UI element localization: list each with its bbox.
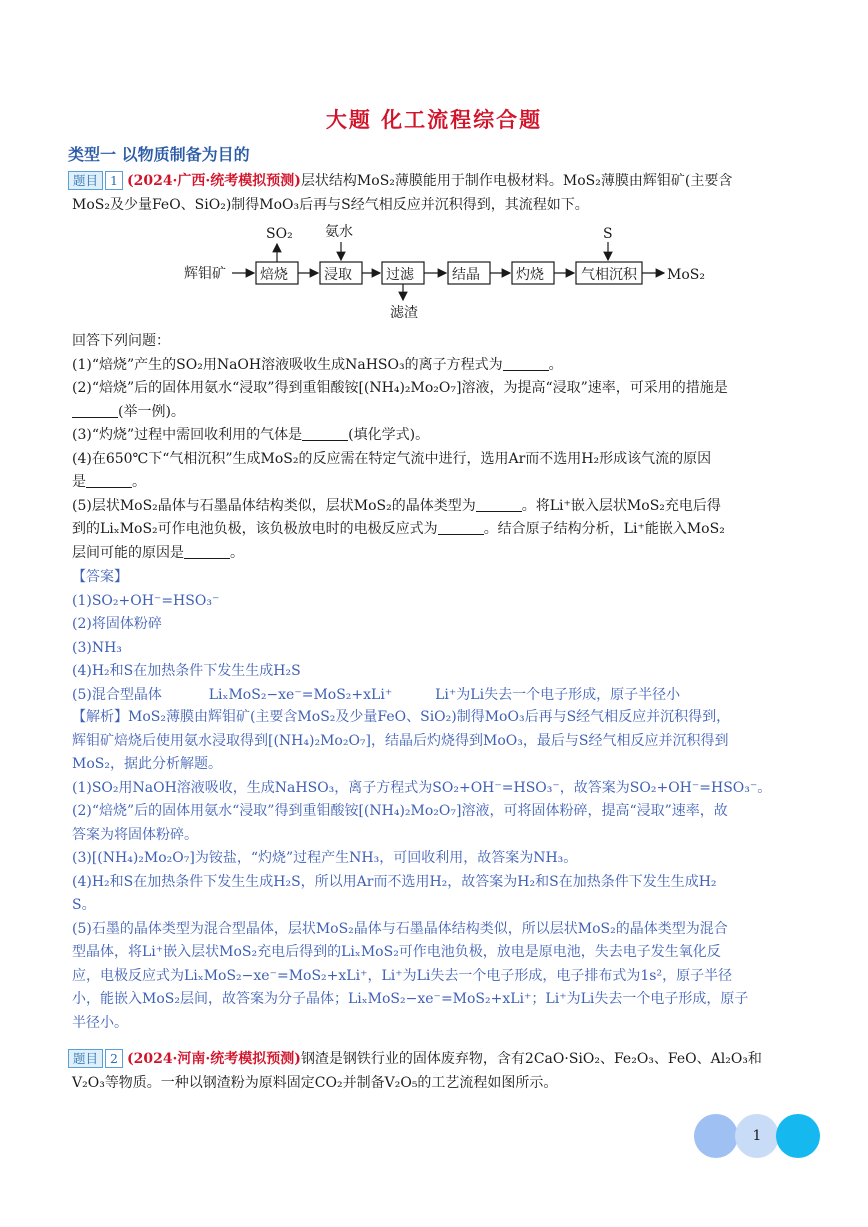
analysis-line: (1)SO₂用NaOH溶液吸收，生成NaHSO₃，离子方程式为SO₂+OH⁻=HSO₃⁻，故答案为SO₂+OH⁻=HSO₃⁻。 (72, 779, 772, 796)
part-5-text-c: 到的LiₓMoS₂可作电池负极，该负极放电时的电极反应式为 (72, 521, 438, 537)
page-number: 1 (752, 1128, 762, 1144)
flow-ammonia-label: 氨水 (325, 224, 353, 240)
question-2-intro (72, 1048, 798, 1095)
page-title: 大题 化工流程综合题 (325, 107, 543, 132)
answer-3: (3)NH₃ (72, 639, 122, 656)
process-flow-diagram (180, 222, 720, 322)
part-5-line-3 (72, 542, 798, 566)
page-number-badge (694, 1114, 820, 1158)
flow-residue-label: 滤渣 (390, 305, 418, 321)
flow-start-label: 辉钼矿 (184, 266, 226, 282)
part-3-text: (3)“灼烧”过程中需回收利用的气体是 (72, 427, 303, 443)
analysis-line: S。 (72, 897, 96, 913)
flow-step-vapor-deposition: 气相沉积 (581, 267, 637, 283)
part-4-mid: 是 (72, 474, 86, 490)
part-5-text-e: 层间可能的原因是 (72, 544, 184, 561)
analysis-line: MoS₂薄膜由辉钼矿(主要含MoS₂及少量FeO、SiO₂)制得MoO₃后再与S经气相反应并沉积得到， (128, 709, 731, 725)
flow-step-filter: 过滤 (386, 267, 414, 283)
question-intro-line-2: V₂O₃等物质。一种以钢渣粉为原料固定CO₂并制备V₂O₅的工艺流程如图所示。 (72, 1074, 558, 1091)
question-tag: 题目 (68, 1049, 103, 1068)
analysis-label: 【解析】 (72, 709, 128, 725)
analysis-line: MoS₂，据此分析解题。 (72, 756, 222, 772)
answer-5 (72, 684, 798, 708)
part-5-text-b: 。将Li⁺嵌入层状MoS₂充电后得 (521, 497, 721, 514)
part-1-end: 。 (548, 356, 563, 373)
analysis-line: (5)石墨的晶体类型为混合型晶体，层状MoS₂晶体与石墨晶体结构类似，所以层状MoS₂的晶体类型为混合 (72, 920, 728, 937)
flow-so2-label: SO₂ (266, 226, 293, 242)
flow-product-label: MoS₂ (667, 267, 705, 283)
analysis-line: 应，电极反应式为LiₓMoS₂−xe⁻=MoS₂+xLi⁺，Li⁺为Li失去一个电子形成，电子排布式为1s²，原子半径 (72, 967, 733, 984)
part-5-end: 。 (230, 544, 244, 561)
answer-blank (476, 497, 522, 512)
question-intro-line-2: MoS₂及少量FeO、SiO₂)制得MoO₃后再与S经气相反应并沉积得到，其流程如下。 (72, 196, 589, 213)
answer-blank (86, 473, 132, 488)
answer-blank (438, 520, 484, 535)
part-4-cont (72, 471, 798, 495)
part-3-end: (填化学式)。 (348, 427, 430, 443)
flow-step-calcine: 灼烧 (516, 267, 544, 283)
question-intro-line-1: 层状结构MoS₂薄膜能用于制作电极材料。MoS₂薄膜由辉钼矿(主要含 (300, 173, 733, 189)
analysis-section (72, 706, 798, 1035)
part-5-line-1 (72, 495, 798, 519)
analysis-line: (2)“焙烧”后的固体用氨水“浸取”得到重钼酸铵[(NH₄)₂Mo₂O₇]溶液，可将固体粉碎，提高“浸取”速率，故 (72, 803, 728, 819)
flow-step-roast: 焙烧 (260, 267, 288, 283)
analysis-line: 答案为将固体粉碎。 (72, 826, 198, 843)
part-2-end: (举一例)。 (118, 403, 185, 420)
analysis-line: 型晶体，将Li⁺嵌入层状MoS₂充电后得到的LiₓMoS₂可作电池负极，放电是原电池，失去电子发生氧化反 (72, 944, 721, 960)
answer-5-part-2: LiₓMoS₂−xe⁻=MoS₂+xLi⁺ (208, 686, 393, 703)
question-number: 2 (105, 1049, 123, 1068)
analysis-line: 辉钼矿焙烧后使用氨水浸取得到[(NH₄)₂Mo₂O₇]，结晶后灼烧得到MoO₃，最后与S经气相反应并沉积得到 (72, 732, 729, 749)
answer-5-part-1: (5)混合型晶体 (72, 686, 162, 703)
part-3 (72, 424, 798, 448)
flow-step-leach: 浸取 (324, 267, 352, 283)
part-1 (72, 354, 798, 378)
answer-2: (2)将固体粉碎 (72, 616, 162, 632)
analysis-line: (4)H₂和S在加热条件下发生生成H₂S，所以用Ar而不选用H₂，故答案为H₂和S在加热条件下发生生成H₂ (72, 873, 717, 890)
answer-5-part-3: Li⁺为Li失去一个电子形成，原子半径小 (435, 686, 681, 703)
question-1-parts (72, 330, 798, 565)
question-tag: 题目 (68, 171, 103, 190)
question-source: (2024·河南·统考模拟预测) (126, 1051, 301, 1067)
type-heading: 类型一 以物质制备为目的 (68, 145, 250, 164)
answer-blank (302, 426, 348, 441)
flow-sulfur-label: S (603, 226, 613, 242)
part-5-text-d: 。结合原子结构分析，Li⁺能嵌入MoS₂ (483, 521, 725, 537)
analysis-line: (3)[(NH₄)₂Mo₂O₇]为铵盐，“灼烧”过程产生NH₃，可回收利用，故答案为NH₃。 (72, 850, 578, 866)
part-5-line-2 (72, 518, 798, 542)
flow-step-crystallize: 结晶 (452, 267, 480, 283)
page-circle-left (694, 1114, 738, 1158)
part-2-cont (72, 401, 798, 425)
answer-blank (72, 403, 118, 418)
analysis-line: 小，能嵌入MoS₂层间，故答案为分子晶体；LiₓMoS₂−xe⁻=MoS₂+xLi⁺；Li⁺为Li失去一个电子形成，原子 (72, 991, 749, 1007)
question-1-intro (72, 170, 798, 217)
part-1-text: (1)“焙烧”产生的SO₂用NaOH溶液吸收生成NaHSO₃的离子方程式为 (72, 356, 503, 373)
part-4-end: 。 (132, 474, 146, 490)
answer-blank (503, 356, 549, 371)
answer-4: (4)H₂和S在加热条件下发生生成H₂S (72, 663, 301, 679)
part-4-text: (4)在650℃下“气相沉积”生成MoS₂的反应需在特定气流中进行，选用Ar而不选用H₂形成该气流的原因 (72, 450, 712, 467)
question-intro-line-1: 钢渣是钢铁行业的固体废弃物，含有2CaO·SiO₂、Fe₂O₃、FeO、Al₂O₃和 (300, 1051, 762, 1067)
part-2-text: (2)“焙烧”后的固体用氨水“浸取”得到重钼酸铵[(NH₄)₂Mo₂O₇]溶液，为提高“浸取”速率，可采用的措施是 (72, 380, 728, 396)
analysis-line: 半径小。 (72, 1014, 128, 1031)
answer-1: (1)SO₂+OH⁻=HSO₃⁻ (72, 592, 220, 609)
page-circle-right (776, 1114, 820, 1158)
question-source: (2024·广西·统考模拟预测) (126, 173, 301, 189)
question-prompt: 回答下列问题： (72, 333, 170, 349)
answer-section (72, 566, 798, 707)
question-number: 1 (105, 171, 123, 190)
answer-blank (184, 544, 230, 559)
part-5-text: (5)层状MoS₂晶体与石墨晶体结构类似，层状MoS₂的晶体类型为 (72, 497, 476, 514)
answer-label: 【答案】 (72, 569, 128, 585)
